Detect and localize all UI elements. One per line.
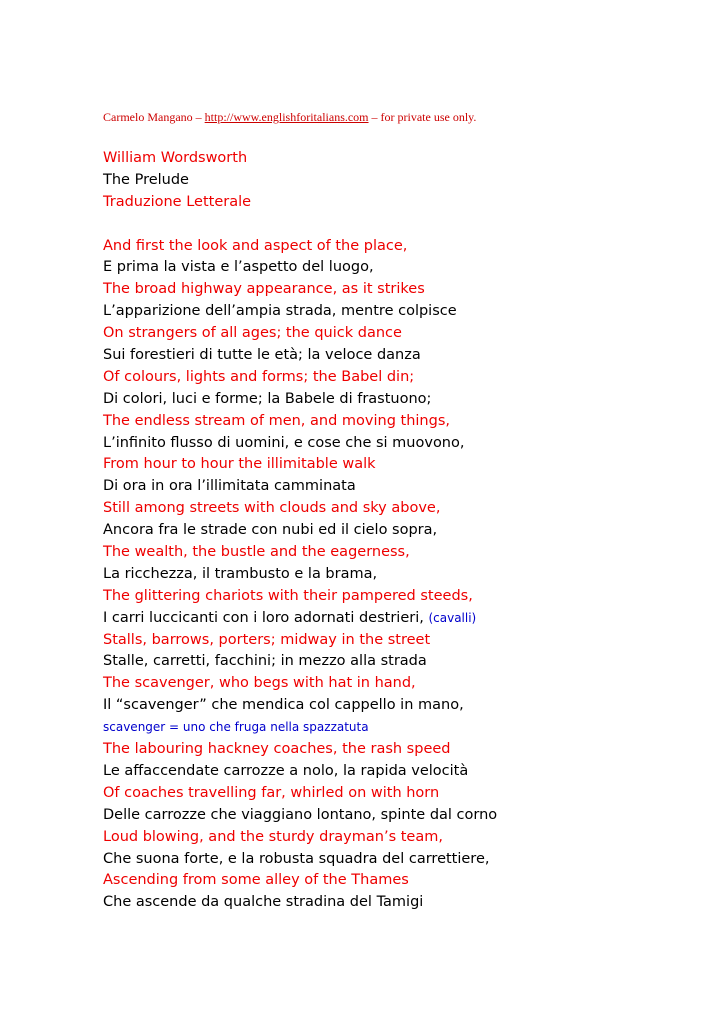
italian-line: Che ascende da qualche stradina del Tamigi (103, 894, 424, 911)
english-line: Ascending from some alley of the Thames (103, 872, 409, 889)
italian-line-text: I carri luccicanti con i loro adornati destrieri, (103, 609, 424, 626)
english-line: The wealth, the bustle and the eagerness, (103, 544, 410, 561)
page-header (103, 109, 476, 125)
english-line: Loud blowing, and the sturdy drayman’s team, (103, 828, 443, 845)
english-line: The glittering chariots with their pampered steeds, (103, 587, 473, 604)
spacer (103, 214, 497, 236)
english-line: On strangers of all ages; the quick dance (103, 325, 402, 342)
translation-note: (cavalli) (428, 610, 477, 625)
header-author: Carmelo Mangano – (103, 110, 205, 124)
italian-line (103, 608, 497, 630)
vocabulary-gloss: scavenger = uno che fruga nella spazzatuta (103, 720, 369, 735)
english-line: The scavenger, who begs with hat in hand, (103, 675, 416, 692)
italian-line: Ancora fra le strade con nubi ed il cielo sopra, (103, 522, 438, 539)
poem-body (103, 148, 497, 914)
italian-line: Di ora in ora l’illimitata camminata (103, 478, 356, 495)
italian-line: L’apparizione dell’ampia strada, mentre colpisce (103, 303, 457, 320)
english-line: Stalls, barrows, porters; midway in the street (103, 631, 431, 648)
english-line: Of colours, lights and forms; the Babel din; (103, 368, 415, 385)
translation-subtitle: Traduzione Letterale (103, 193, 252, 210)
italian-line: Delle carrozze che viaggiano lontano, spinte dal corno (103, 806, 498, 823)
italian-line: Di colori, luci e forme; la Babele di frastuono; (103, 390, 432, 407)
english-line: The broad highway appearance, as it strikes (103, 281, 425, 298)
italian-line: Le affaccendate carrozze a nolo, la rapida velocità (103, 762, 469, 779)
italian-line: Sui forestieri di tutte le età; la veloce danza (103, 347, 421, 364)
work-title: The Prelude (103, 171, 189, 188)
italian-line: La ricchezza, il trambusto e la brama, (103, 565, 378, 582)
english-line: The endless stream of men, and moving things, (103, 412, 450, 429)
author-name: William Wordsworth (103, 150, 248, 166)
header-notice: – for private use only. (368, 110, 477, 124)
italian-line: Il “scavenger” che mendica col cappello in mano, (103, 697, 464, 714)
italian-line: Stalle, carretti, facchini; in mezzo alla strada (103, 653, 427, 670)
english-line: The labouring hackney coaches, the rash speed (103, 741, 451, 758)
english-line: Of coaches travelling far, whirled on with horn (103, 784, 440, 801)
italian-line: L’infinito flusso di uomini, e cose che si muovono, (103, 434, 465, 451)
english-line: And first the look and aspect of the place, (103, 237, 408, 254)
italian-line: E prima la vista e l’aspetto del luogo, (103, 259, 374, 276)
header-link[interactable]: http://www.englishforitalians.com (204, 110, 369, 124)
english-line: Still among streets with clouds and sky above, (103, 500, 441, 517)
english-line: From hour to hour the illimitable walk (103, 456, 376, 473)
italian-line: Che suona forte, e la robusta squadra del carrettiere, (103, 850, 490, 867)
